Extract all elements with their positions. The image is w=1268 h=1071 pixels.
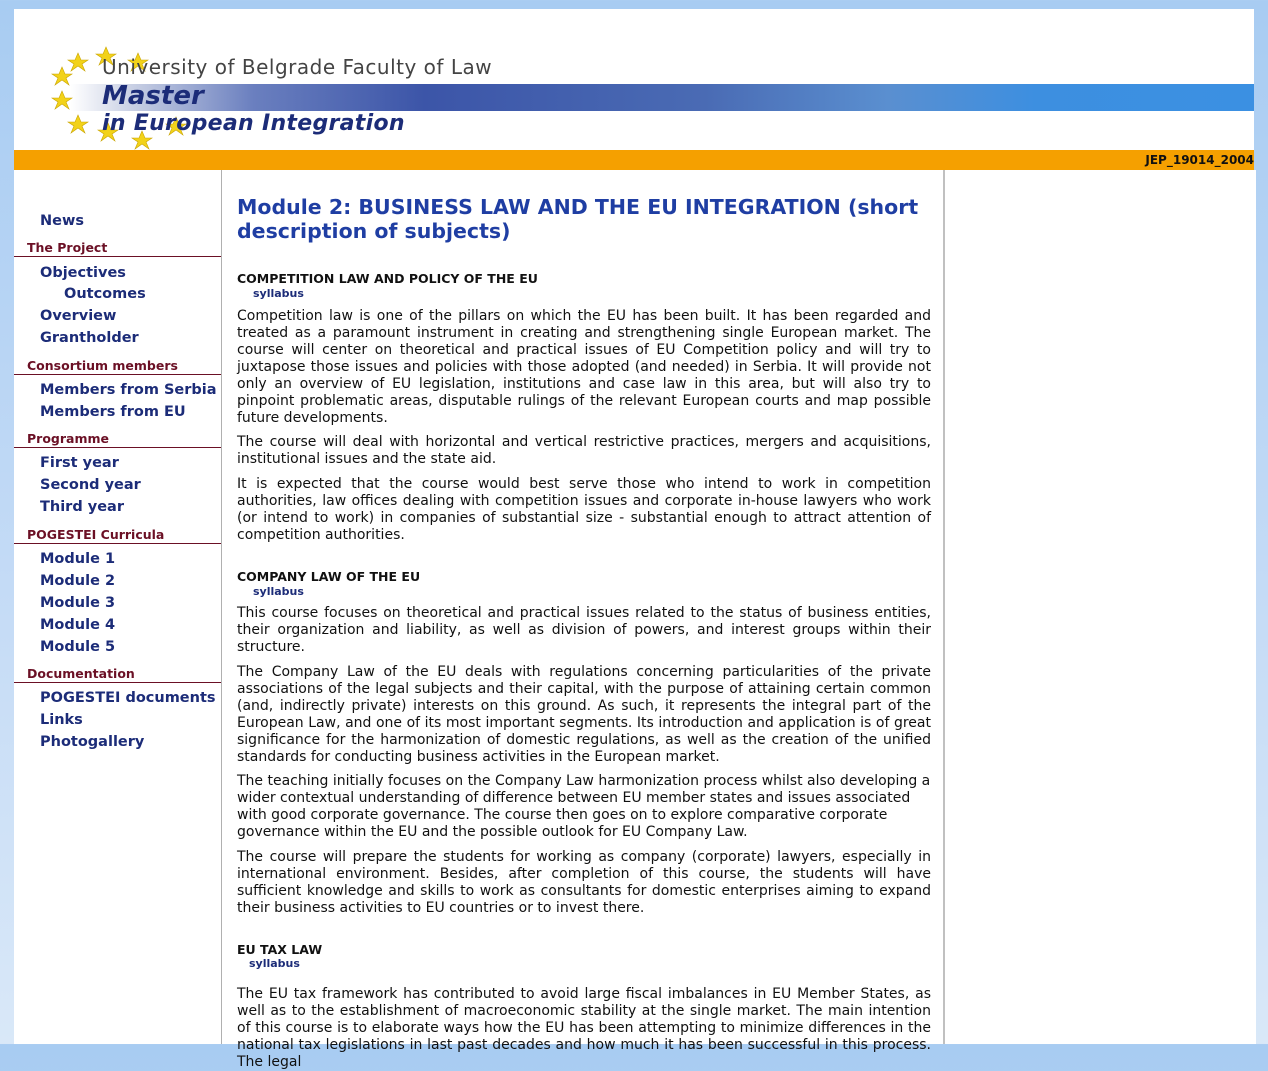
nav-section-the-project: The Project <box>14 240 221 257</box>
syllabus-link[interactable]: syllabus <box>253 585 304 598</box>
sidebar-item-pogestei-documents[interactable]: POGESTEI documents <box>40 690 216 706</box>
sidebar-item-photogallery[interactable]: Photogallery <box>40 734 145 750</box>
right-column <box>943 170 1256 1044</box>
star-icon <box>68 115 88 133</box>
sidebar-item-module-1[interactable]: Module 1 <box>40 551 116 567</box>
sidebar-nav <box>14 170 222 1044</box>
sidebar-item-grantholder[interactable]: Grantholder <box>40 330 139 346</box>
paragraph: It is expected that the course would best serve those who intend to work in competition authorities, law offices dealing with competition issues and corporate in-house lawyers who work (or intend to work) in companies of substantial size - substantial enough to attract attention of competition authorities. <box>237 476 931 543</box>
nav-section-documentation: Documentation <box>14 666 221 683</box>
paragraph: The Company Law of the EU deals with regulations concerning particularities of the private associations of the legal subjects and their capital, with the purpose of attaining certain common (and, indirectly private) interests on this ground. As such, it represents the integral part of the European Law, and one of its most important segments. Its introduction and application is of great significance for the harmonization of domestic regulations, as well as the creation of the unified standards for conducting business activities in the European market. <box>237 664 931 765</box>
star-icon <box>68 53 88 71</box>
project-code: JEP_19014_2004 <box>1145 153 1254 167</box>
university-title: University of Belgrade Faculty of Law <box>102 55 493 79</box>
sidebar-item-news[interactable]: News <box>40 213 84 229</box>
sidebar-item-links[interactable]: Links <box>40 712 83 728</box>
nav-section-curricula: POGESTEI Curricula <box>14 527 221 544</box>
sidebar-item-module-2[interactable]: Module 2 <box>40 573 116 589</box>
paragraph: The course will prepare the students for working as company (corporate) lawyers, especially in international environment. Besides, after completion of this course, the students will have sufficient knowledge and skills to work as consultants for domestic enterprises aiming to expand their business activities to EU countries or to invest there. <box>237 849 931 916</box>
page-title: Module 2: BUSINESS LAW AND THE EU INTEGRATION (short description of subjects) <box>237 195 919 243</box>
sidebar-item-first-year[interactable]: First year <box>40 455 119 471</box>
paragraph: The EU tax framework has contributed to avoid large fiscal imbalances in EU Member States, as well as to the establishment of macroeconomic stability at the single market. The main intention of this course is to elaborate ways how the EU has been attempting to minimize differences in the national tax legislations in last past decades and how much it has been successful in this process. The legal <box>237 986 931 1070</box>
star-icon <box>52 91 72 109</box>
sidebar-item-objectives[interactable]: Objectives <box>40 265 126 281</box>
sidebar-item-second-year[interactable]: Second year <box>40 477 141 493</box>
subject-heading: EU TAX LAW <box>237 942 323 957</box>
site-header <box>14 9 1254 150</box>
syllabus-link[interactable]: syllabus <box>253 287 304 300</box>
subject-heading: COMPETITION LAW AND POLICY OF THE EU <box>237 271 538 286</box>
master-title: Master <box>102 81 204 111</box>
nav-section-consortium: Consortium members <box>14 358 221 375</box>
subject-heading: COMPANY LAW OF THE EU <box>237 569 421 584</box>
syllabus-link[interactable]: syllabus <box>249 957 300 970</box>
star-icon <box>52 67 72 85</box>
paragraph: The course will deal with horizontal and vertical restrictive practices, mergers and acquisitions, institutional issues and the state aid. <box>237 434 931 467</box>
sidebar-item-module-4[interactable]: Module 4 <box>40 617 116 633</box>
main-content <box>222 170 943 1070</box>
program-title: in European Integration <box>102 111 405 136</box>
nav-section-programme: Programme <box>14 431 221 448</box>
sidebar-item-members-eu[interactable]: Members from EU <box>40 404 186 420</box>
sidebar-item-module-3[interactable]: Module 3 <box>40 595 116 611</box>
page <box>14 9 1254 1070</box>
sidebar-item-members-serbia[interactable]: Members from Serbia <box>40 382 217 398</box>
paragraph: The teaching initially focuses on the Company Law harmonization process whilst also developing a wider contextual understanding of difference between EU member states and issues associated with good corporate governance. The course then goes on to explore comparative corporate governance within the EU and the possible outlook for EU Company Law. <box>237 773 931 840</box>
sidebar-item-outcomes[interactable]: Outcomes <box>64 286 146 302</box>
sidebar-item-overview[interactable]: Overview <box>40 308 117 324</box>
sidebar-item-module-5[interactable]: Module 5 <box>40 639 116 655</box>
orange-header-bar <box>14 150 1254 170</box>
sidebar-item-third-year[interactable]: Third year <box>40 499 124 515</box>
paragraph: Competition law is one of the pillars on which the EU has been built. It has been regarded and treated as a paramount instrument in creating and strengthening single European market. The course will center on theoretical and practical issues of EU Competition policy and will try to juxtapose those issues and policies with those adopted (and needed) in Serbia. It will provide not only an overview of EU legislation, institutions and case law in this area, but will also try to pinpoint problematic areas, disputable rulings of the relevant European courts and map possible future developments. <box>237 308 931 426</box>
paragraph: This course focuses on theoretical and practical issues related to the status of business entities, their organization and liability, as well as division of powers, and interest groups within their structure. <box>237 605 931 655</box>
